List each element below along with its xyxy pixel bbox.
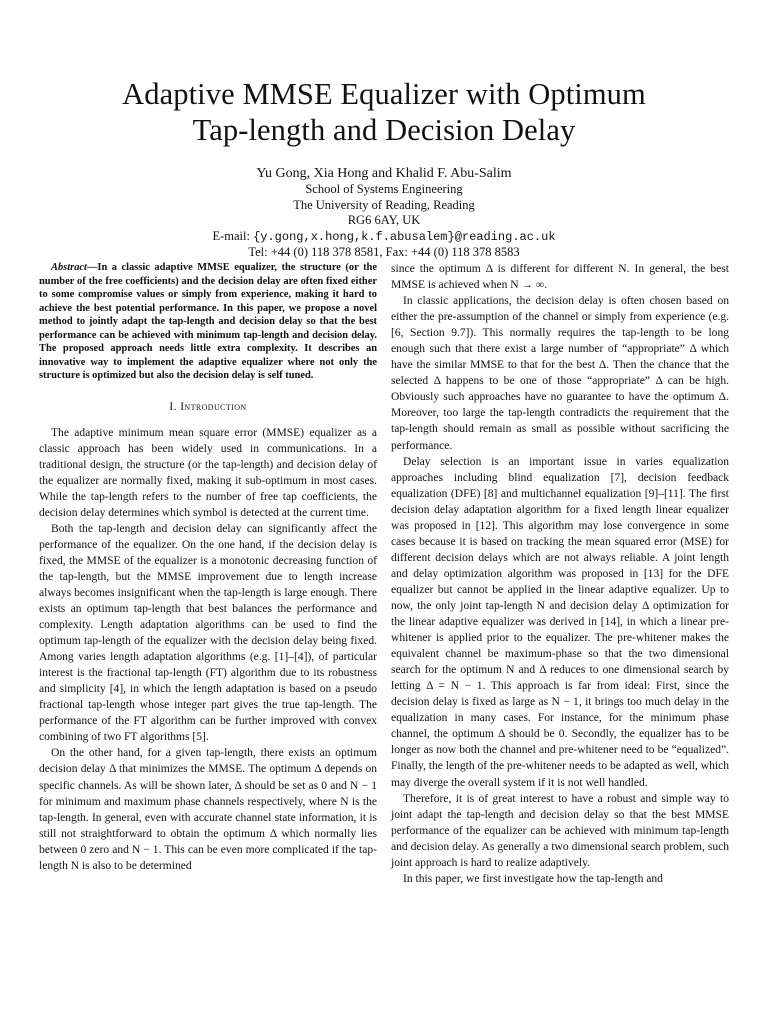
affiliation-school: School of Systems Engineering xyxy=(305,182,463,196)
left-column xyxy=(39,261,377,874)
section-title: Introduction xyxy=(180,400,247,413)
affiliation-email-line xyxy=(40,229,728,246)
body-paragraph: Therefore, it is of great interest to have a robust and simple way to joint adapt the tap-length and decision delay so that the best MMSE performance of the equalizer can be achieved with minimum tap-length and decision delay. As generally a two dimensional search problem, such joint approach is hard to realize adaptively. xyxy=(391,792,729,869)
affiliation-block xyxy=(40,182,728,261)
body-paragraph: since the optimum Δ is different for different N. In general, the best MMSE is achieved when N → ∞. xyxy=(391,263,729,292)
abstract-dash: — xyxy=(86,262,98,273)
affiliation-phone: Tel: +44 (0) 118 378 8581, Fax: +44 (0) 118 378 8583 xyxy=(248,245,520,259)
abstract-label: Abstract xyxy=(51,262,87,273)
body-paragraph: The adaptive minimum mean square error (MMSE) equalizer as a classic approach has been widely used in communications. In a traditional design, the structure (or the tap-length) and decision delay of the equalizer are normally fixed, making it sub-optimum in most cases. While the tap-length refers to the number of free tap coefficients, the decision delay determines which symbol is detected at the current time. xyxy=(39,426,377,519)
right-column xyxy=(391,261,729,887)
title-line-1: Adaptive MMSE Equalizer with Optimum xyxy=(122,77,646,111)
body-paragraph: In this paper, we first investigate how the tap-length and xyxy=(403,872,663,885)
abstract-text: In a classic adaptive MMSE equalizer, the structure (or the number of the free coefficients) and the decision delay are often fixed either to some compromise values or simply from experience, making it hard to achieve the best potential performance. In this paper, we propose a novel method to jointly adapt the tap-length and decision delay so that the best performance can be achieved with minimum tap-length and decision delay. The proposed approach needs little extra complexity. It describes an innovative way to implement the adaptive equalizer where not only the structure is optimized but also the decision delay is self tuned. xyxy=(39,262,377,381)
title-line-2: Tap-length and Decision Delay xyxy=(192,113,576,147)
section-number: I. xyxy=(169,400,181,413)
email-address[interactable]: {y.gong,x.hong,k.f.abusalem}@reading.ac.uk xyxy=(253,229,556,244)
email-label: E-mail: xyxy=(212,228,254,243)
body-paragraph: On the other hand, for a given tap-length, there exists an optimum decision delay Δ that minimizes the MMSE. The optimum Δ depends on specific channels. As will be shown later, Δ should be set as 0 and N − 1 for minimum and maximum phase channels respectively, where N is the tap-length. In general, even with accurate channel state information, it is still not straightforward to obtain the optimum Δ which normally lies between 0 zero and N − 1. This can be even more complicated if the tap-length N is also to be determined xyxy=(39,747,377,872)
author-list: Yu Gong, Xia Hong and Khalid F. Abu-Salim xyxy=(256,166,512,181)
body-paragraph: Both the tap-length and decision delay can significantly affect the performance of the equalizer. On the one hand, if the decision delay is fixed, the MMSE of the equalizer is a monotonic decreasing function of the tap-length, but the MMSE improvement due to length increase always becomes insignificant when the tap-length is large enough. There exists an optimum tap-length that best balances the performance and complexity. Length adaptation algorithms can be used to find the optimum tap-length of the equalizer with the decision delay being fixed. Among varies length adaptation algorithms (e.g. [1]–[4]), of particular interest is the fractional tap-length (FT) algorithm due to its robustness and simplicity [4], in which the length adaptation is based on a pseudo fractional tap-length whose integer part gives the true tap-length. The performance of the FT algorithm can be further improved with convex combining of two FT algorithms [5]. xyxy=(39,522,377,744)
paper-title xyxy=(40,76,728,148)
affiliation-postcode: RG6 6AY, UK xyxy=(347,213,421,227)
body-paragraph: In classic applications, the decision delay is often chosen based on either the pre-assumption of the channel or simply from experience (e.g. [6, Section 9.7]). This normally requires the tap-length to be long enough such that there exist a large number of “appropriate” Δ which have the similar MMSE to that for the best Δ. Then the chance that the selected Δ happens to be one of those “appropriate” Δ can be high. Obviously such approaches have no guarantee to have the optimum Δ. Moreover, too large the tap-length contradicts the requirement that the tap-length should remain as small as possible without sacrificing the performance. xyxy=(391,295,729,452)
body-paragraph: Delay selection is an important issue in varies equalization approaches including blind equalization [7], decision feedback equalization (DFE) [8] and multichannel equalization [9]–[11]. The first decision delay adaptation algorithm for a fixed length linear equalizer was proposed in [12]. This algorithm may lose convergence in some cases because it is based on tracking the mean squared error (MSE) for different decision delays which are not always reliable. A joint length and delay optimization algorithm was proposed in [13] for the DFE equalizer but cannot be applied in the linear adaptive equalizer. Up to now, the only joint tap-length N and decision delay Δ optimization for the linear adaptive equalizer was derived in [14], in which a linear pre-whitener is applied prior to the equalizer. The pre-whitener makes the equivalent channel be maximum-phase so that the two dimensional search for the optimum N and Δ reduces to one dimensional search by letting Δ = N − 1. This approach is far from ideal: First, since the decision delay is fixed as large as N − 1, it brings too much delay in the equalization in many cases. For instance, for the minimum phase channel, the optimum Δ should be 0. Secondly, the equalizer has to be longer as now both the channel and pre-whitener need to be “equalized”. Finally, the length of the pre-whitener needs to be adapted as well, which may diverge the overall system if it is not well handled. xyxy=(391,455,729,789)
affiliation-university: The University of Reading, Reading xyxy=(293,197,475,212)
abstract xyxy=(39,261,377,383)
section-heading-introduction xyxy=(39,399,377,415)
